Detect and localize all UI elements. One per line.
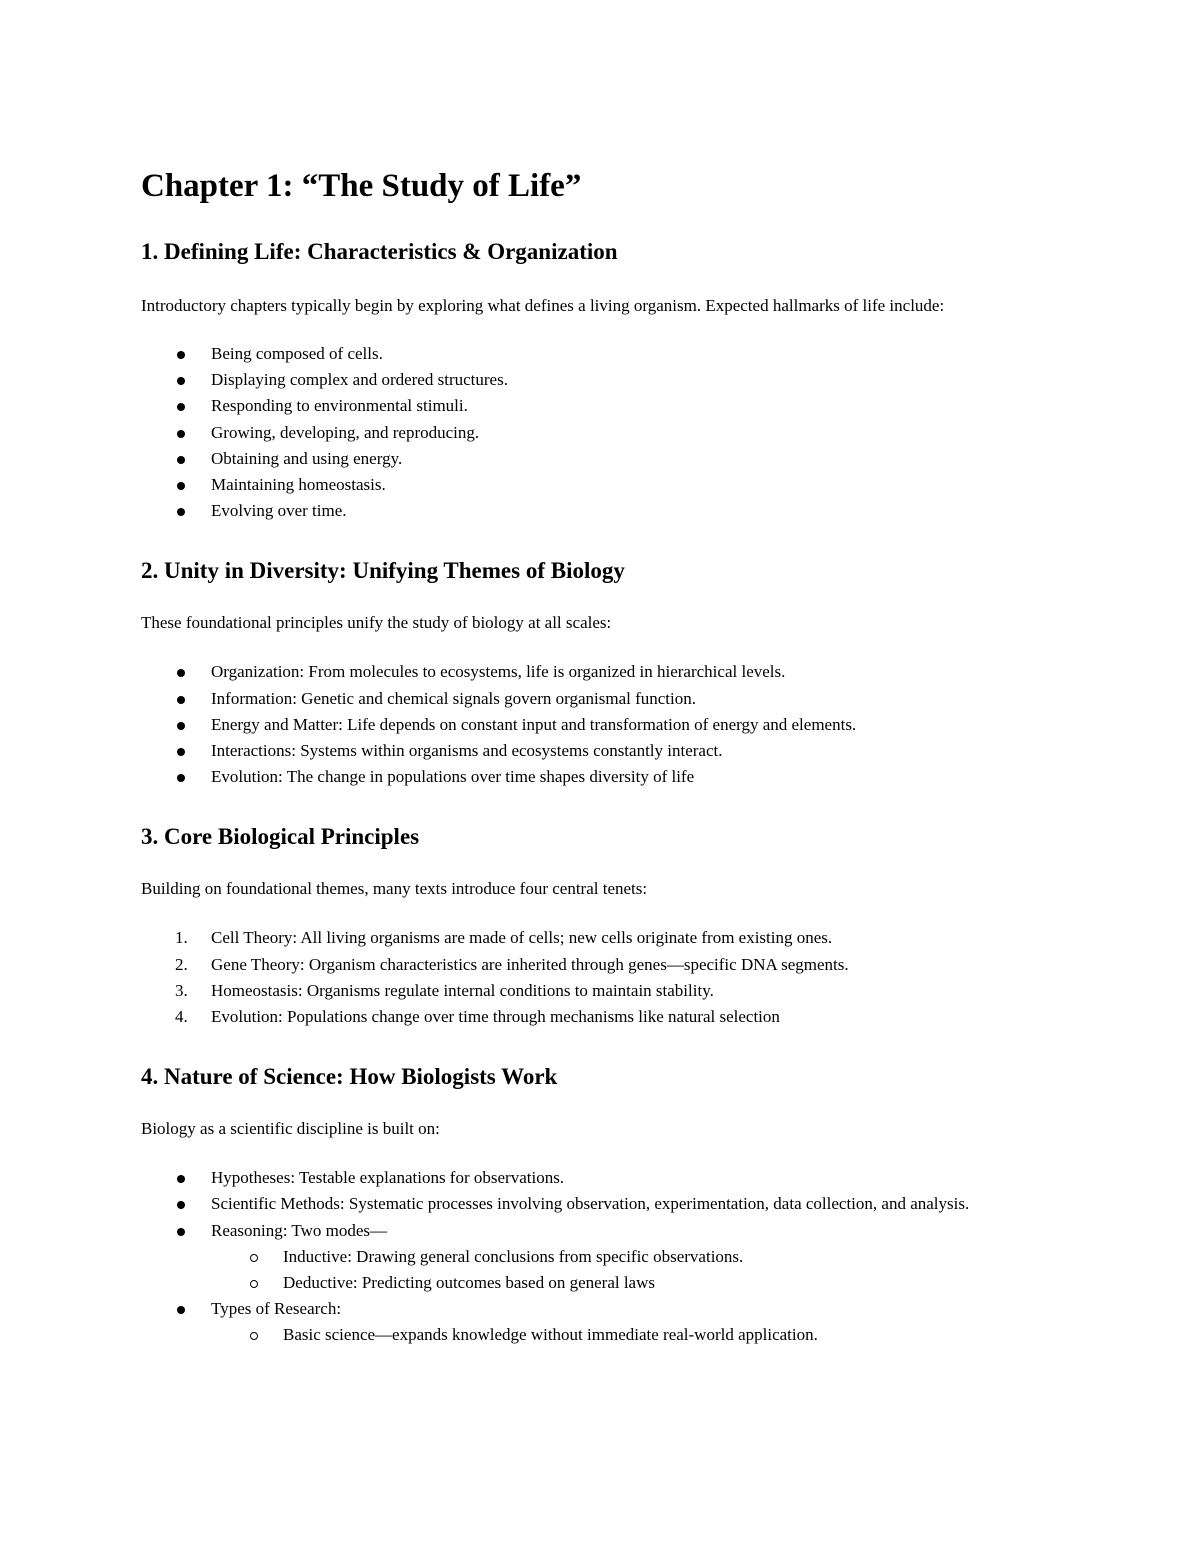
section-3	[141, 822, 1041, 1030]
chapter-title: Chapter 1: “The Study of Life”	[141, 168, 582, 204]
sub-list-research	[141, 1322, 1041, 1348]
sub-list-reasoning	[141, 1244, 1041, 1296]
list-item: Displaying complex and ordered structures.	[141, 367, 1041, 393]
bullet-list	[141, 1165, 1031, 1244]
bullet-list	[141, 659, 1041, 790]
list-item: Reasoning: Two modes—	[141, 1218, 1031, 1244]
bullet-icon	[177, 430, 185, 438]
bullet-icon	[177, 1306, 185, 1314]
hollow-bullet-icon	[250, 1332, 258, 1340]
list-item: Growing, developing, and reproducing.	[141, 420, 1041, 446]
section-intro: Biology as a scientific discipline is built on:	[141, 1119, 440, 1139]
list-item: 2. Gene Theory: Organism characteristics are inherited through genes—specific DNA segments.	[141, 952, 1041, 978]
bullet-icon	[177, 1175, 185, 1183]
bullet-icon	[177, 774, 185, 782]
bullet-icon	[177, 456, 185, 464]
bullet-icon	[177, 748, 185, 756]
list-item: Hypotheses: Testable explanations for observations.	[141, 1165, 1031, 1191]
bullet-icon	[177, 696, 185, 704]
section-intro: Introductory chapters typically begin by exploring what defines a living organism. Expected hallmarks of life include:	[141, 296, 945, 315]
bullet-icon	[177, 351, 185, 359]
list-item: 3. Homeostasis: Organisms regulate internal conditions to maintain stability.	[141, 978, 1041, 1004]
numbered-list	[141, 925, 1041, 1030]
list-item: Organization: From molecules to ecosystems, life is organized in hierarchical levels.	[141, 659, 1041, 685]
section-heading: 2. Unity in Diversity: Unifying Themes of Biology	[141, 558, 625, 584]
section-heading: 4. Nature of Science: How Biologists Work	[141, 1064, 558, 1090]
bullet-icon	[177, 482, 185, 490]
bullet-icon	[177, 1201, 185, 1209]
list-item: Information: Genetic and chemical signals govern organismal function.	[141, 686, 1041, 712]
list-item: Types of Research:	[141, 1296, 1041, 1322]
hollow-bullet-icon	[250, 1254, 258, 1262]
list-number: 3.	[175, 980, 188, 1000]
list-item: 1. Cell Theory: All living organisms are made of cells; new cells originate from existing ones.	[141, 925, 1041, 951]
bullet-icon	[177, 377, 185, 385]
section-2	[141, 556, 1041, 790]
list-item: Obtaining and using energy.	[141, 446, 1041, 472]
list-item: Responding to environmental stimuli.	[141, 393, 1041, 419]
list-number: 2.	[175, 954, 188, 974]
section-intro: These foundational principles unify the study of biology at all scales:	[141, 613, 612, 633]
list-item: Scientific Methods: Systematic processes involving observation, experimentation, data collection, and analysis.	[141, 1191, 1031, 1217]
section-heading: 3. Core Biological Principles	[141, 824, 420, 850]
bullet-icon	[177, 669, 185, 677]
list-item: Maintaining homeostasis.	[141, 472, 1041, 498]
section-intro: Building on foundational themes, many texts introduce four central tenets:	[141, 879, 648, 899]
list-number: 4.	[175, 1007, 188, 1027]
sub-list-item: Deductive: Predicting outcomes based on general laws	[141, 1270, 1041, 1296]
list-item: Evolving over time.	[141, 498, 1041, 524]
section-4	[141, 1062, 1041, 1348]
section-heading: 1. Defining Life: Characteristics & Organization	[141, 239, 618, 264]
bullet-icon	[177, 508, 185, 516]
list-item: 4. Evolution: Populations change over time through mechanisms like natural selection	[141, 1004, 1041, 1030]
document-page	[141, 162, 1041, 1349]
section-1	[141, 237, 1041, 524]
bullet-icon	[177, 403, 185, 411]
sub-list-item: Inductive: Drawing general conclusions from specific observations.	[141, 1244, 1041, 1270]
list-number: 1.	[175, 928, 188, 948]
sub-list-item: Basic science—expands knowledge without immediate real-world application.	[141, 1322, 1041, 1348]
bullet-icon	[177, 1228, 185, 1236]
list-item: Evolution: The change in populations over time shapes diversity of life	[141, 764, 1041, 790]
bullet-list	[141, 1296, 1041, 1322]
list-item: Energy and Matter: Life depends on constant input and transformation of energy and elements.	[141, 712, 1041, 738]
list-item: Being composed of cells.	[141, 341, 1041, 367]
hollow-bullet-icon	[250, 1280, 258, 1288]
bullet-list	[141, 341, 1041, 524]
list-item: Interactions: Systems within organisms and ecosystems constantly interact.	[141, 738, 1041, 764]
bullet-icon	[177, 722, 185, 730]
